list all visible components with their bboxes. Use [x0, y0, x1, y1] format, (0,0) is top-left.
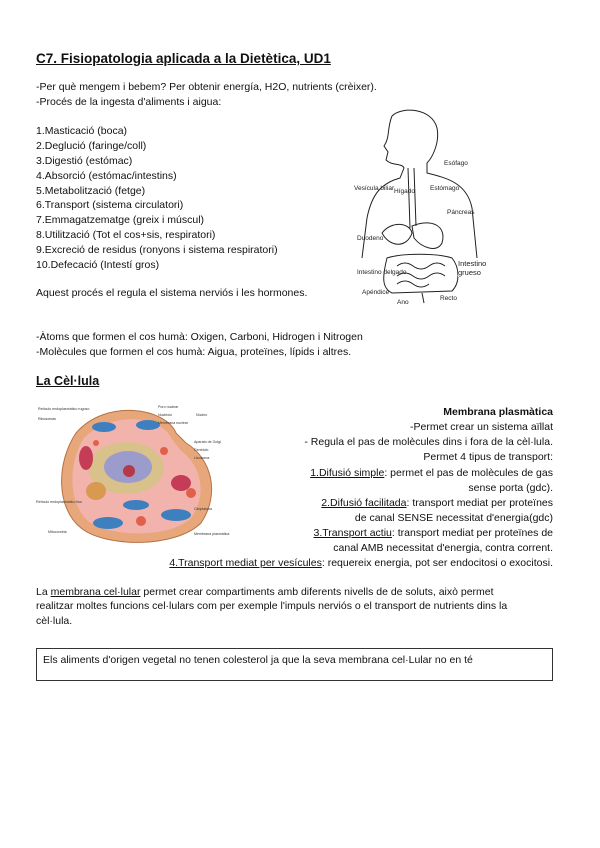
transport-desc: : permet el pas de molècules de gas: [384, 467, 553, 479]
label-nucleolo: Nucléolo: [158, 413, 172, 417]
label-membrana-plasmatica: Membrana plasmática: [194, 532, 230, 536]
section-heading-cell: La Cèl·lula: [36, 374, 100, 388]
list-item: 1.Masticació (boca): [36, 125, 128, 137]
list-item: 3.Digestió (estómac): [36, 154, 133, 167]
transport-name: 3.Transport actiu: [313, 527, 392, 539]
label-intestino-grueso: Intestino grueso: [458, 260, 504, 277]
label-golgi: Aparato de Golgi: [194, 440, 221, 444]
transport-2: [321, 496, 553, 510]
label-recto: Recto: [440, 295, 457, 302]
label-mitocondria: Mitocondria: [48, 530, 67, 534]
list-item: 6.Transport (sistema circulatori): [36, 199, 184, 212]
label-pancreas: Páncreas: [447, 209, 475, 216]
atoms-text: -Àtoms que formen el cos humà: Oxigen, Carboni, Hidrogen i Nitrogen: [36, 331, 363, 343]
membrane-heading: Membrana plasmàtica: [443, 406, 553, 418]
label-higado: Hígado: [394, 188, 415, 195]
stomach: [412, 223, 443, 249]
label-nucleo: Núcleo: [196, 413, 208, 417]
list-item: 7.Emmagatzematge (greix i múscul): [36, 214, 205, 227]
transport-name: 2.Difusió facilitada: [321, 497, 407, 509]
transport-1: [310, 466, 553, 480]
cell-diagram: [36, 403, 231, 548]
transport-desc: : transport mediat per proteïnes de: [391, 527, 553, 539]
label-poro-nuclear: Poro nuclear: [158, 405, 179, 409]
label-centriolo: Centriolo: [194, 448, 209, 452]
label-rel: Retículo endoplasmático liso: [36, 500, 82, 504]
label-apendice: Apéndice: [362, 289, 390, 296]
term-membrana-cellular: membrana cel·lular: [50, 586, 141, 598]
membrane-line: - Regula el pas de molècules dins i fora de la cèl·lula.: [304, 436, 553, 448]
molecules-text: -Molècules que formen el cos humà: Aigua, proteïnes, lípids i altres.: [36, 346, 352, 358]
note-box: [36, 648, 553, 681]
label-ano: Ano: [397, 299, 409, 306]
page-title: C7. Fisiopatologia aplicada a la Dietètica, UD1: [36, 51, 331, 66]
intro-process: -Procés de la ingesta d'aliments i aigua:: [36, 96, 222, 108]
paragraph-line: cèl·lula.: [36, 615, 73, 627]
digestive-system-diagram: [352, 108, 497, 308]
list-item: 10.Defecació (Intestí gros): [36, 259, 160, 272]
label-estomago: Estómago: [430, 185, 460, 192]
transport-2-cont: de canal SENSE necessitat d'energia(gdc): [354, 512, 553, 524]
process-steps-list: [36, 124, 278, 273]
list-item: 5.Metabolització (fetge): [36, 184, 146, 197]
transport-1-cont: sense porta (gdc).: [468, 482, 553, 494]
paragraph-line: realitzar moltes funcions cel·lulars com per exemple l'impuls nerviós o el transport de nutrients dins la: [36, 600, 508, 612]
text: La: [36, 586, 51, 598]
label-vesicula: Vesícula biliar: [354, 185, 395, 192]
liver: [382, 224, 412, 244]
label-lisosoma: Lisosoma: [194, 456, 210, 460]
list-item: 9.Excreció de residus (ronyons i sistema respiratori): [36, 244, 278, 257]
paragraph-line: [36, 585, 494, 599]
text: permet crear compartiments amb diferents nivells de de soluts, això permet: [140, 586, 494, 598]
membrane-line: -Permet crear un sistema aïllat: [410, 421, 553, 433]
membrane-line: Permet 4 tipus de transport:: [423, 451, 553, 463]
transport-3-cont: canal AMB necessitat d'energia, contra corrent.: [333, 542, 553, 554]
label-esofago: Esófago: [444, 160, 468, 167]
list-item: 4.Absorció (estómac/intestins): [36, 169, 177, 182]
transport-3: [314, 526, 554, 540]
list-item: 8.Utilització (Tot el cos+sis, respiratori): [36, 229, 216, 242]
label-membrana-nuclear: Membrana nuclear: [158, 421, 188, 425]
note-text: Els aliments d'origen vegetal no tenen colesterol ja que la seva membrana cel·Lular no en té: [43, 654, 473, 666]
label-ribosomas: Ribosomas: [38, 417, 56, 421]
transport-desc: : requereix energia, pot ser endocitosi o exocitosi.: [321, 557, 553, 569]
transport-4: [169, 556, 553, 570]
label-rer: Retículo endoplasmático rugoso: [38, 407, 90, 411]
intro-question: -Per què mengem i bebem? Per obtenir energía, H2O, nutrients (crèixer).: [36, 81, 377, 93]
transport-desc: : transport mediat per proteïnes: [406, 497, 553, 509]
list-item: 2.Deglució (faringe/coll): [36, 139, 147, 152]
transport-name: 4.Transport mediat per vesícules: [169, 557, 322, 569]
label-duodeno: Duodeno: [357, 235, 384, 242]
regulation-text: Aquest procés el regula el sistema nerviós i les hormones.: [36, 287, 308, 299]
label-intestino-delgado: Intestino delgado: [357, 269, 407, 276]
label-citoplasma: Citoplasma: [194, 507, 212, 511]
transport-name: 1.Difusió simple: [310, 467, 385, 479]
